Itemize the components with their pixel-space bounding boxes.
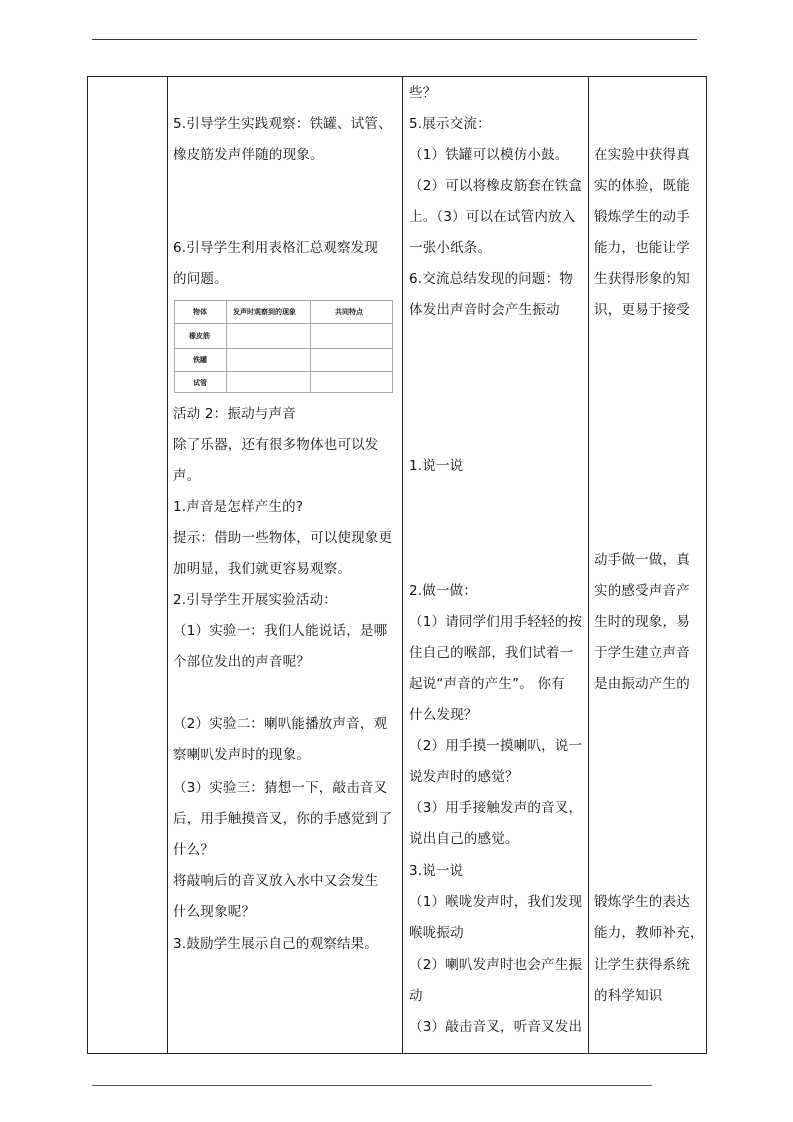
experiment3-line: 将敲响后的音叉放入水中又会发生 — [173, 873, 379, 889]
student-line: 5.展示交流： — [409, 116, 491, 132]
activity2-line: 2.引导学生开展实验活动： — [173, 592, 337, 608]
student-line: 说出自己的感觉。 — [409, 831, 519, 847]
student-line: 动 — [409, 988, 423, 1004]
column-divider-3 — [588, 77, 589, 1053]
observation-table-header-feature: 共同特点 — [335, 308, 363, 316]
student-line: 一张小纸条。 — [409, 240, 492, 256]
student-line: 什么发现？ — [409, 707, 478, 723]
student-line: （3）敲击音叉，听音叉发出 — [409, 1019, 583, 1035]
student-line: 住自己的喉部，我们试着一 — [409, 645, 574, 661]
intent-line: 生获得形象的知 — [594, 271, 690, 287]
teacher-step6-line1: 6.引导学生利用表格汇总观察发现 — [173, 240, 379, 256]
activity2-line: 个部位发出的声音呢？ — [173, 654, 310, 670]
intent-line: 锻炼学生的表达 — [594, 894, 690, 910]
experiment3-line: （3）实验三：猜想一下，敲击音叉 — [173, 780, 388, 796]
experiment3-line: 后，用手触摸音叉，你的手感觉到了 — [173, 811, 393, 827]
activity2-line: 1.声音是怎样产生的? — [173, 499, 304, 515]
experiment2-line2: 察喇叭发声时的现象。 — [173, 747, 310, 763]
intent-line: 实的感受声音产 — [594, 583, 690, 599]
student-line: 3.说一说 — [409, 863, 464, 879]
student-line: 2.做一做： — [409, 583, 478, 599]
student-line: 6.交流总结发现的问题：物 — [409, 271, 573, 287]
student-say-1: 1.说一说 — [409, 458, 464, 474]
activity2-line: 声。 — [173, 468, 201, 484]
observation-table-row-rubber-band: 橡皮筋 — [189, 332, 210, 340]
activity2-line: （1）实验一：我们人能说话，是哪 — [173, 623, 388, 639]
intent-line: 动手做一做，真 — [594, 552, 690, 568]
student-line: 体发出声音时会产生振动 — [409, 302, 560, 318]
row-divider-left — [175, 348, 392, 349]
student-line: 喉咙振动 — [409, 925, 464, 941]
student-line: （3）用手接触发声的音叉， — [409, 800, 583, 816]
teacher-step5-line2: 橡皮筋发声伴随的现象。 — [173, 147, 324, 163]
experiment2-line1: （2）实验二：喇叭能播放声音，观 — [173, 716, 388, 732]
student-line: （1）铁罐可以模仿小鼓。 — [409, 147, 569, 163]
student-line: 起说“声音的产生”。 你有 — [409, 676, 565, 692]
experiment3-line: 什么现象呢？ — [173, 904, 256, 920]
student-line: （1）喉咙发声时，我们发现 — [409, 894, 583, 910]
intent-line: 的科学知识 — [594, 988, 663, 1004]
student-line: （2）用手摸一摸喇叭，说一 — [409, 738, 583, 754]
observation-table-header-object: 物体 — [193, 308, 207, 316]
intent-line: 锻炼学生的动手 — [594, 209, 690, 225]
activity2-line: 活动 2：振动与声音 — [173, 406, 296, 422]
column-divider-2 — [402, 77, 403, 1053]
teacher-step6-line2: 的问题。 — [173, 271, 228, 287]
observation-table-row-iron-can: 铁罐 — [193, 356, 207, 364]
student-line: （2）喇叭发声时也会产生振 — [409, 957, 583, 973]
student-line: 说发声时的感觉？ — [409, 769, 519, 785]
activity2-line: 提示：借助一些物体，可以使现象更 — [173, 530, 393, 546]
observation-table-row-test-tube: 试管 — [193, 379, 207, 387]
intent-line: 是由振动产生的 — [594, 676, 690, 692]
observation-table-header-phenomenon: 发声时观察到的现象 — [233, 308, 296, 316]
activity2-line: 除了乐器，还有很多物体也可以发 — [173, 437, 379, 453]
intent-line: 让学生获得系统 — [594, 957, 690, 973]
activity2-line: 加明显，我们就更容易观察。 — [173, 561, 352, 577]
student-line: （2）可以将橡皮筋套在铁盒 — [409, 178, 583, 194]
teacher-step5-line1: 5.引导学生实践观察：铁罐、试管、 — [173, 116, 392, 132]
header-rule — [92, 39, 697, 40]
experiment3-line: 什么？ — [173, 842, 215, 858]
intent-line: 生时的现象，易 — [594, 614, 690, 630]
student-line: （1）请同学们用手轻轻的按 — [409, 614, 583, 630]
student-line: 上。（3）可以在试管内放入 — [409, 209, 576, 225]
intent-line: 能力，教师补充， — [594, 925, 704, 941]
student-line: 些？ — [409, 85, 437, 101]
footer-rule — [92, 1085, 652, 1086]
observation-summary-table — [174, 300, 393, 393]
intent-line: 在实验中获得真 — [594, 147, 690, 163]
experiment3-line: 3.鼓励学生展示自己的观察结果。 — [173, 936, 379, 952]
intent-line: 识，更易于接受 — [594, 302, 690, 318]
intent-line: 实的体验，既能 — [594, 178, 690, 194]
column-divider-1 — [167, 77, 168, 1053]
intent-line: 能力，也能让学 — [594, 240, 690, 256]
intent-line: 于学生建立声音 — [594, 645, 690, 661]
